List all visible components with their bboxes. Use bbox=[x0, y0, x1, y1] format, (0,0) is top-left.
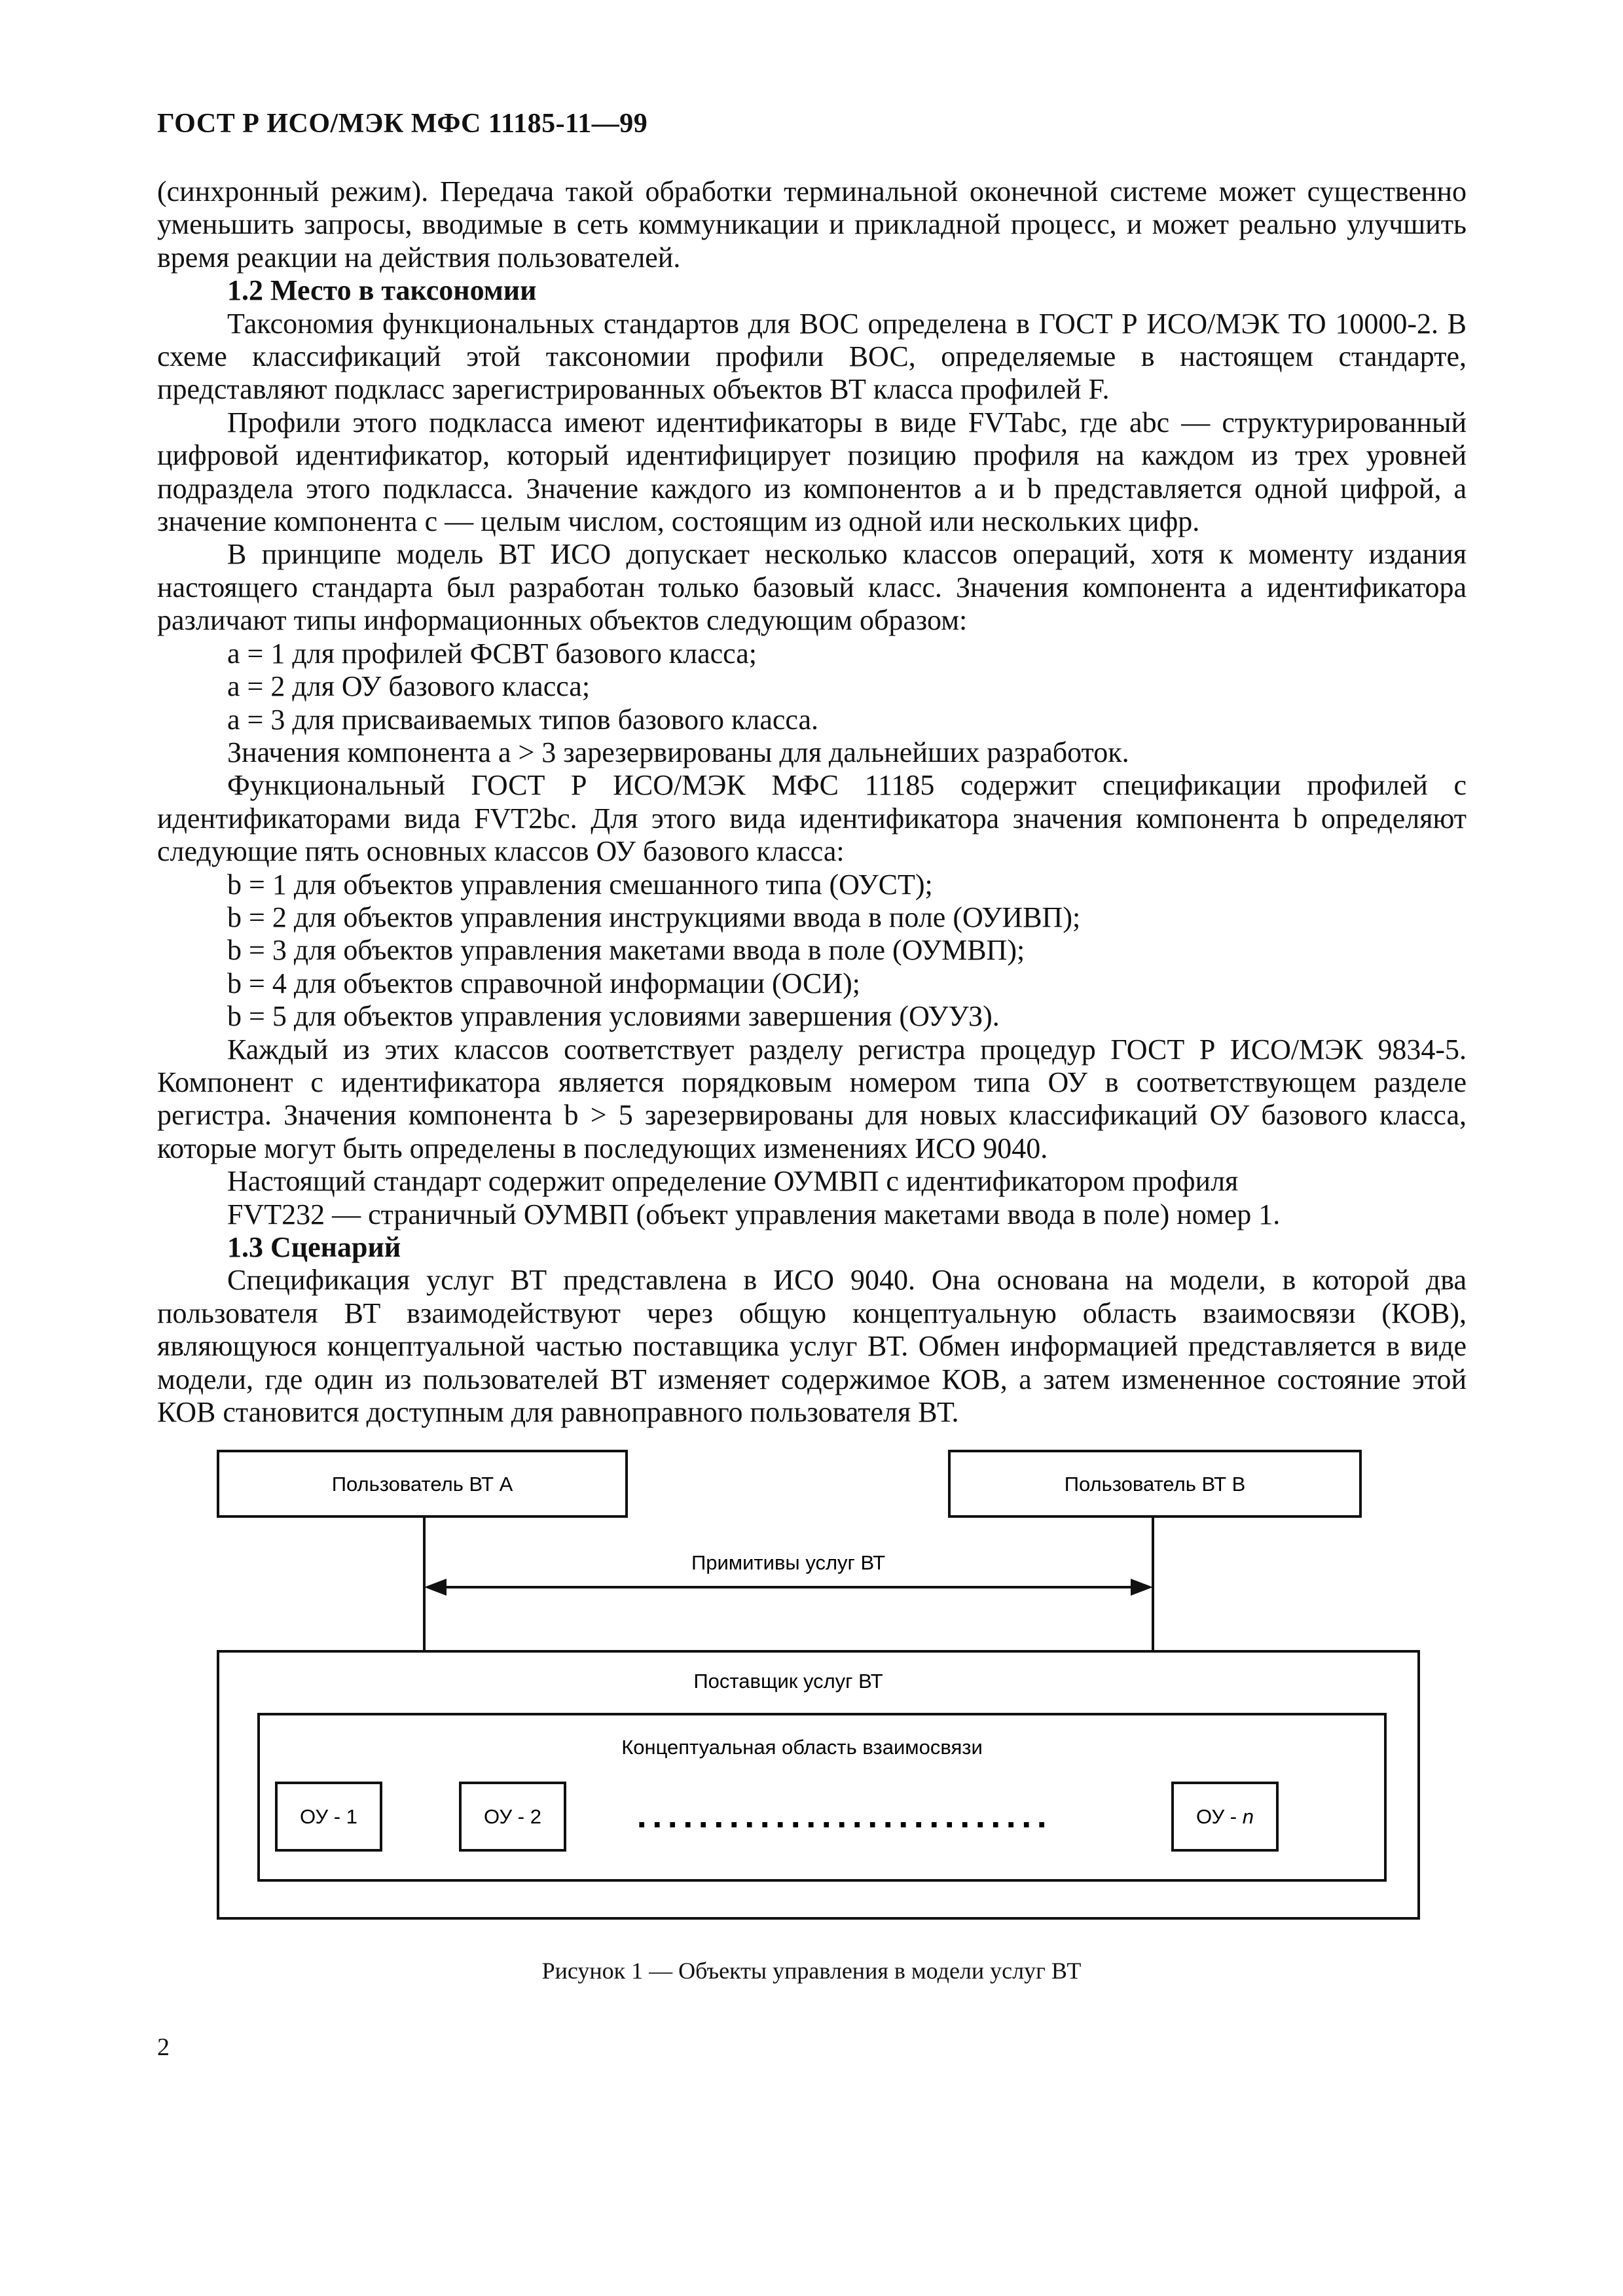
figure-caption: Рисунок 1 — Объекты управления в модели услуг ВТ bbox=[541, 1958, 1082, 1984]
paragraph: Спецификация услуг ВТ представлена в ИСО 9040. Она основана на модели, в которой два пользователя ВТ взаимодействуют через общую концептуальную область взаимосвязи (КОВ), являющуюся концептуальной частью поставщика услуг ВТ. Обмен информацией представляется в виде модели, где один из пользователей ВТ изменяет содержимое КОВ, а затем измененное состояние этой КОВ становится доступным для равноправного пользователя ВТ. bbox=[157, 1264, 1467, 1429]
paragraph: Таксономия функциональных стандартов для ВОС определена в ГОСТ Р ИСО/МЭК ТО 10000-2. В схеме классификаций этой таксономии профили ВОС, определяемые в настоящем стандарте, представляют подкласс зарегистрированных объектов ВТ класса профилей F. bbox=[157, 307, 1467, 406]
paragraph: Функциональный ГОСТ Р ИСО/МЭК МФС 11185 содержит спецификации профилей с идентификаторами вида FVT2bc. Для этого вида идентификатора значения компонента b определяют следующие пять основных классов ОУ базового класса: bbox=[157, 769, 1467, 868]
arrow-head-right bbox=[1131, 1579, 1153, 1596]
paragraph: (синхронный режим). Передача такой обработки терминальной оконечной системе может существенно уменьшить запросы, вводимые в сеть коммуникации и прикладной процесс, и может реально улучшить время реакции на действия пользователей. bbox=[157, 175, 1467, 274]
paragraph: FVT232 — страничный ОУМВП (объект управления макетами ввода в поле) номер 1. bbox=[227, 1198, 1281, 1230]
list-item: b = 2 для объектов управления инструкциями ввода в поле (ОУИВП); bbox=[227, 901, 1081, 933]
ou-n-box bbox=[1173, 1783, 1277, 1850]
paragraph: Настоящий стандарт содержит определение ОУМВП с идентификатором профиля bbox=[227, 1165, 1239, 1198]
list-item: b = 5 для объектов управления условиями завершения (ОУУЗ). bbox=[227, 1000, 1000, 1033]
list-item: a = 1 для профилей ФСВТ базового класса; bbox=[227, 637, 757, 670]
ou-2-label: ОУ - 2 bbox=[484, 1805, 541, 1828]
paragraph: Профили этого подкласса имеют идентификаторы в виде FVTabc, где abc — структурированный цифровой идентификатор, который идентифицирует позицию профиля на каждом из трех уровней подраздела этого подкласса. Значение каждого из компонентов a и b представляется одной цифрой, а значение компонента c — целым числом, состоящим из одной или нескольких цифр. bbox=[157, 406, 1467, 538]
paragraph: Каждый из этих классов соответствует разделу регистра процедур ГОСТ Р ИСО/МЭК 9834-5. Компонент c идентификатора является порядковым номером типа ОУ в соответствующем разделе регистра. Значения компонента b > 5 зарезервированы для новых классификаций ОУ базового класса, которые могут быть определены в последующих изменениях ИСО 9040. bbox=[157, 1033, 1467, 1164]
paragraph: В принципе модель ВТ ИСО допускает несколько классов операций, хотя к моменту издания настоящего стандарта был разработан только базовый класс. Значения компонента a идентификатора различают типы информационных объектов следующим образом: bbox=[157, 538, 1467, 637]
primitives-label: Примитивы услуг ВТ bbox=[691, 1551, 886, 1574]
list-item: b = 1 для объектов управления смешанного типа (ОУСТ); bbox=[227, 868, 933, 901]
list-item: a = 2 для ОУ базового класса; bbox=[227, 670, 591, 703]
section-heading: 1.3 Сценарий bbox=[227, 1231, 401, 1263]
section-heading: 1.2 Место в таксономии bbox=[227, 274, 537, 307]
paragraph: Значения компонента a > 3 зарезервированы для дальнейших разработок. bbox=[227, 736, 1129, 768]
list-item: a = 3 для присваиваемых типов базового класса. bbox=[227, 703, 819, 736]
page-number: 2 bbox=[157, 2034, 170, 2061]
body-text bbox=[157, 175, 1467, 1429]
provider-label: Поставщик услуг ВТ bbox=[693, 1670, 883, 1693]
user-b-label: Пользователь ВТ B bbox=[1064, 1473, 1246, 1496]
ou-n-prefix: ОУ - bbox=[1196, 1805, 1243, 1828]
area-label: Концептуальная область взаимосвязи bbox=[621, 1736, 983, 1759]
user-b-box bbox=[949, 1451, 1360, 1516]
document-header: ГОСТ Р ИСО/МЭК МФС 11185-11—99 bbox=[157, 109, 648, 139]
ou-n-label bbox=[1196, 1805, 1254, 1828]
provider-box bbox=[218, 1651, 1419, 1918]
ellipsis-dots: ........................... bbox=[636, 1796, 1053, 1835]
user-a-label: Пользователь ВТ A bbox=[331, 1473, 513, 1496]
arrow-head-left bbox=[424, 1579, 447, 1596]
user-a-box bbox=[218, 1451, 627, 1516]
ou-1-label: ОУ - 1 bbox=[300, 1805, 357, 1828]
area-box bbox=[259, 1714, 1385, 1880]
list-item: b = 3 для объектов управления макетами ввода в поле (ОУМВП); bbox=[227, 934, 1025, 967]
list-item: b = 4 для объектов справочной информации (ОСИ); bbox=[227, 967, 860, 999]
ou-2-box bbox=[460, 1783, 565, 1850]
ou-n-variable: n bbox=[1242, 1805, 1254, 1828]
ou-1-box bbox=[276, 1783, 381, 1850]
